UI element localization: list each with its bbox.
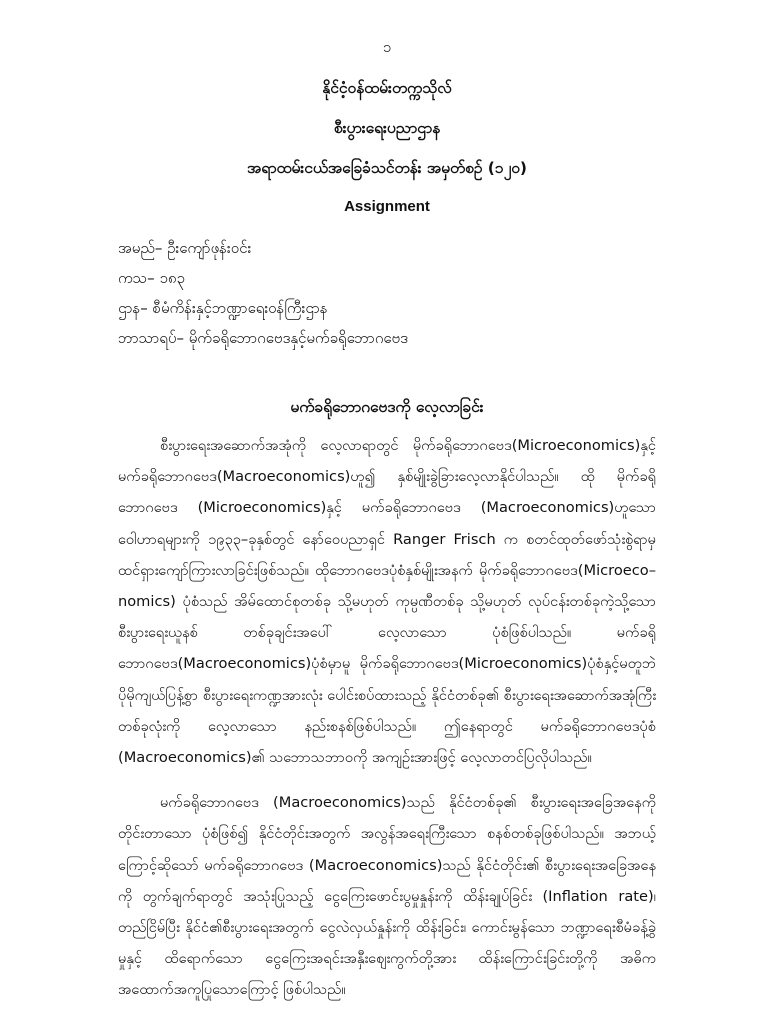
student-info — [118, 233, 656, 353]
page-number: ၁ — [382, 38, 392, 56]
student-code: ကသ– ၁၈၃ — [118, 269, 185, 287]
student-department: ဌာန– စီမံကိန်းနှင့်ဘဏ္ဍာရေးဝန်ကြီးဌာန — [118, 299, 328, 317]
section-heading: မက်ခရိုဘောဂဗေဒကို လေ့လာခြင်း — [290, 398, 484, 416]
subject-line: ဘာသာရပ်– မိုက်ခရိုဘောဂဗေဒနှင့်မက်ခရိုဘောဂဗေဒ — [118, 329, 408, 347]
assignment-label: Assignment — [344, 198, 430, 215]
department-title: စီးပွားရေးပညာဌာန — [333, 119, 441, 137]
student-name: အမည်– ဦးကျော်ဖုန်းဝင်း — [118, 239, 252, 257]
university-title: နိုင်ငံ့ဝန်ထမ်းတက္ကသိုလ် — [322, 79, 452, 97]
course-title: အရာထမ်းငယ်အခြေခံသင်တန်း အမှတ်စဉ် (၁၂၀) — [246, 159, 528, 177]
body-paragraph-1: စီးပွားရေးအဆောက်အအုံကို လေ့လာရာတွင် မိုက်ခရိုဘောဂဗေဒ(Microeconomics)နှင့် မက်ခရိုဘောဂဗေဒ(Macroeconomics)ဟူ၍ နှစ်မျိုးခွဲခြားလေ့လာနိုင်ပါသည်။ ထို မိုက်ခရိုဘောဂဗေဒ (Microeconomics)နှင့် မက်ခရိုဘောဂဗေဒ (Macroeconomics)ဟူသော ဝေါဟာရများကို ၁၉၃၃–ခုနှစ်တွင် နော်ဝေပညာရှင် Ranger Frisch က စတင်ထုတ်ဖော်သုံးစွဲရာမှ ထင်ရှားကျော်ကြားလာခြင်းဖြစ်သည်။ ထိုဘောဂဗေဒပုံစံနှစ်မျိုးအနက် မိုက်ခရိုဘောဂဗေဒ(Microeco–nomics) ပုံစံသည် အိမ်ထောင်စုတစ်ခု သို့မဟုတ် ကုမ္ပဏီတစ်ခု သို့မဟုတ် လုပ်ငန်းတစ်ခုကဲ့သို့သော စီးပွားရေးယူနစ် တစ်ခုချင်းအပေါ် လေ့လာသော ပုံစံဖြစ်ပါသည်။ မက်ခရိုဘောဂဗေဒ(Macroeconomics)ပုံစံမှာမူ မိုက်ခရိုဘောဂဗေဒ(Microeconomics)ပုံစံနှင့်မတူဘဲ ပိုမိုကျယ်ပြန့်စွာ စီးပွားရေးကဏ္ဍအားလုံး ပေါင်းစပ်ထားသည့် နိုင်ငံတစ်ခု၏ စီးပွားရေးအဆောက်အအုံကြီးတစ်ခုလုံးကို လေ့လာသော နည်းစနစ်ဖြစ်ပါသည်။ ဤနေရာတွင် မက်ခရိုဘောဂဗေဒပုံစံ (Macroeconomics)၏ သဘောသဘာဝကို အကျဉ်းအားဖြင့် လေ့လာတင်ပြလိုပါသည်။ — [118, 437, 656, 767]
body-paragraph-2: မက်ခရိုဘောဂဗေဒ (Macroeconomics)သည် နိုင်ငံတစ်ခု၏ စီးပွားရေးအခြေအနေကို တိုင်းတာသော ပုံစံဖြစ်၍ နိုင်ငံတိုင်းအတွက် အလွန်အရေးကြီးသော စနစ်တစ်ခုဖြစ်ပါသည်။ အဘယ့်ကြောင့်ဆိုသော် မက်ခရိုဘောဂဗေဒ (Macroeconomics)သည် နိုင်ငံတိုင်း၏ စီးပွားရေးအခြေအနေကို တွက်ချက်ရာတွင် အသုံးပြုသည့် ငွေကြေးဖောင်းပွမှုနှုန်းကို ထိန်းချုပ်ခြင်း (Inflation rate)၊ တည်ငြိမ်ပြီး နိုင်ငံ၏စီးပွားရေးအတွက် ငွေလဲလှယ်နှုန်းကို ထိန်းခြင်း၊ ကောင်းမွန်သော ဘဏ္ဍာရေးစီမံခန့်ခွဲမှုနှင့် ထိရောက်သော ငွေကြေးအရင်းအနှီးဈေးကွက်တို့အား ထိန်းကြောင်းခြင်းတို့ကို အဓိက အထောက်အကူပြုသောကြောင့် ဖြစ်ပါသည်။ — [118, 794, 656, 999]
